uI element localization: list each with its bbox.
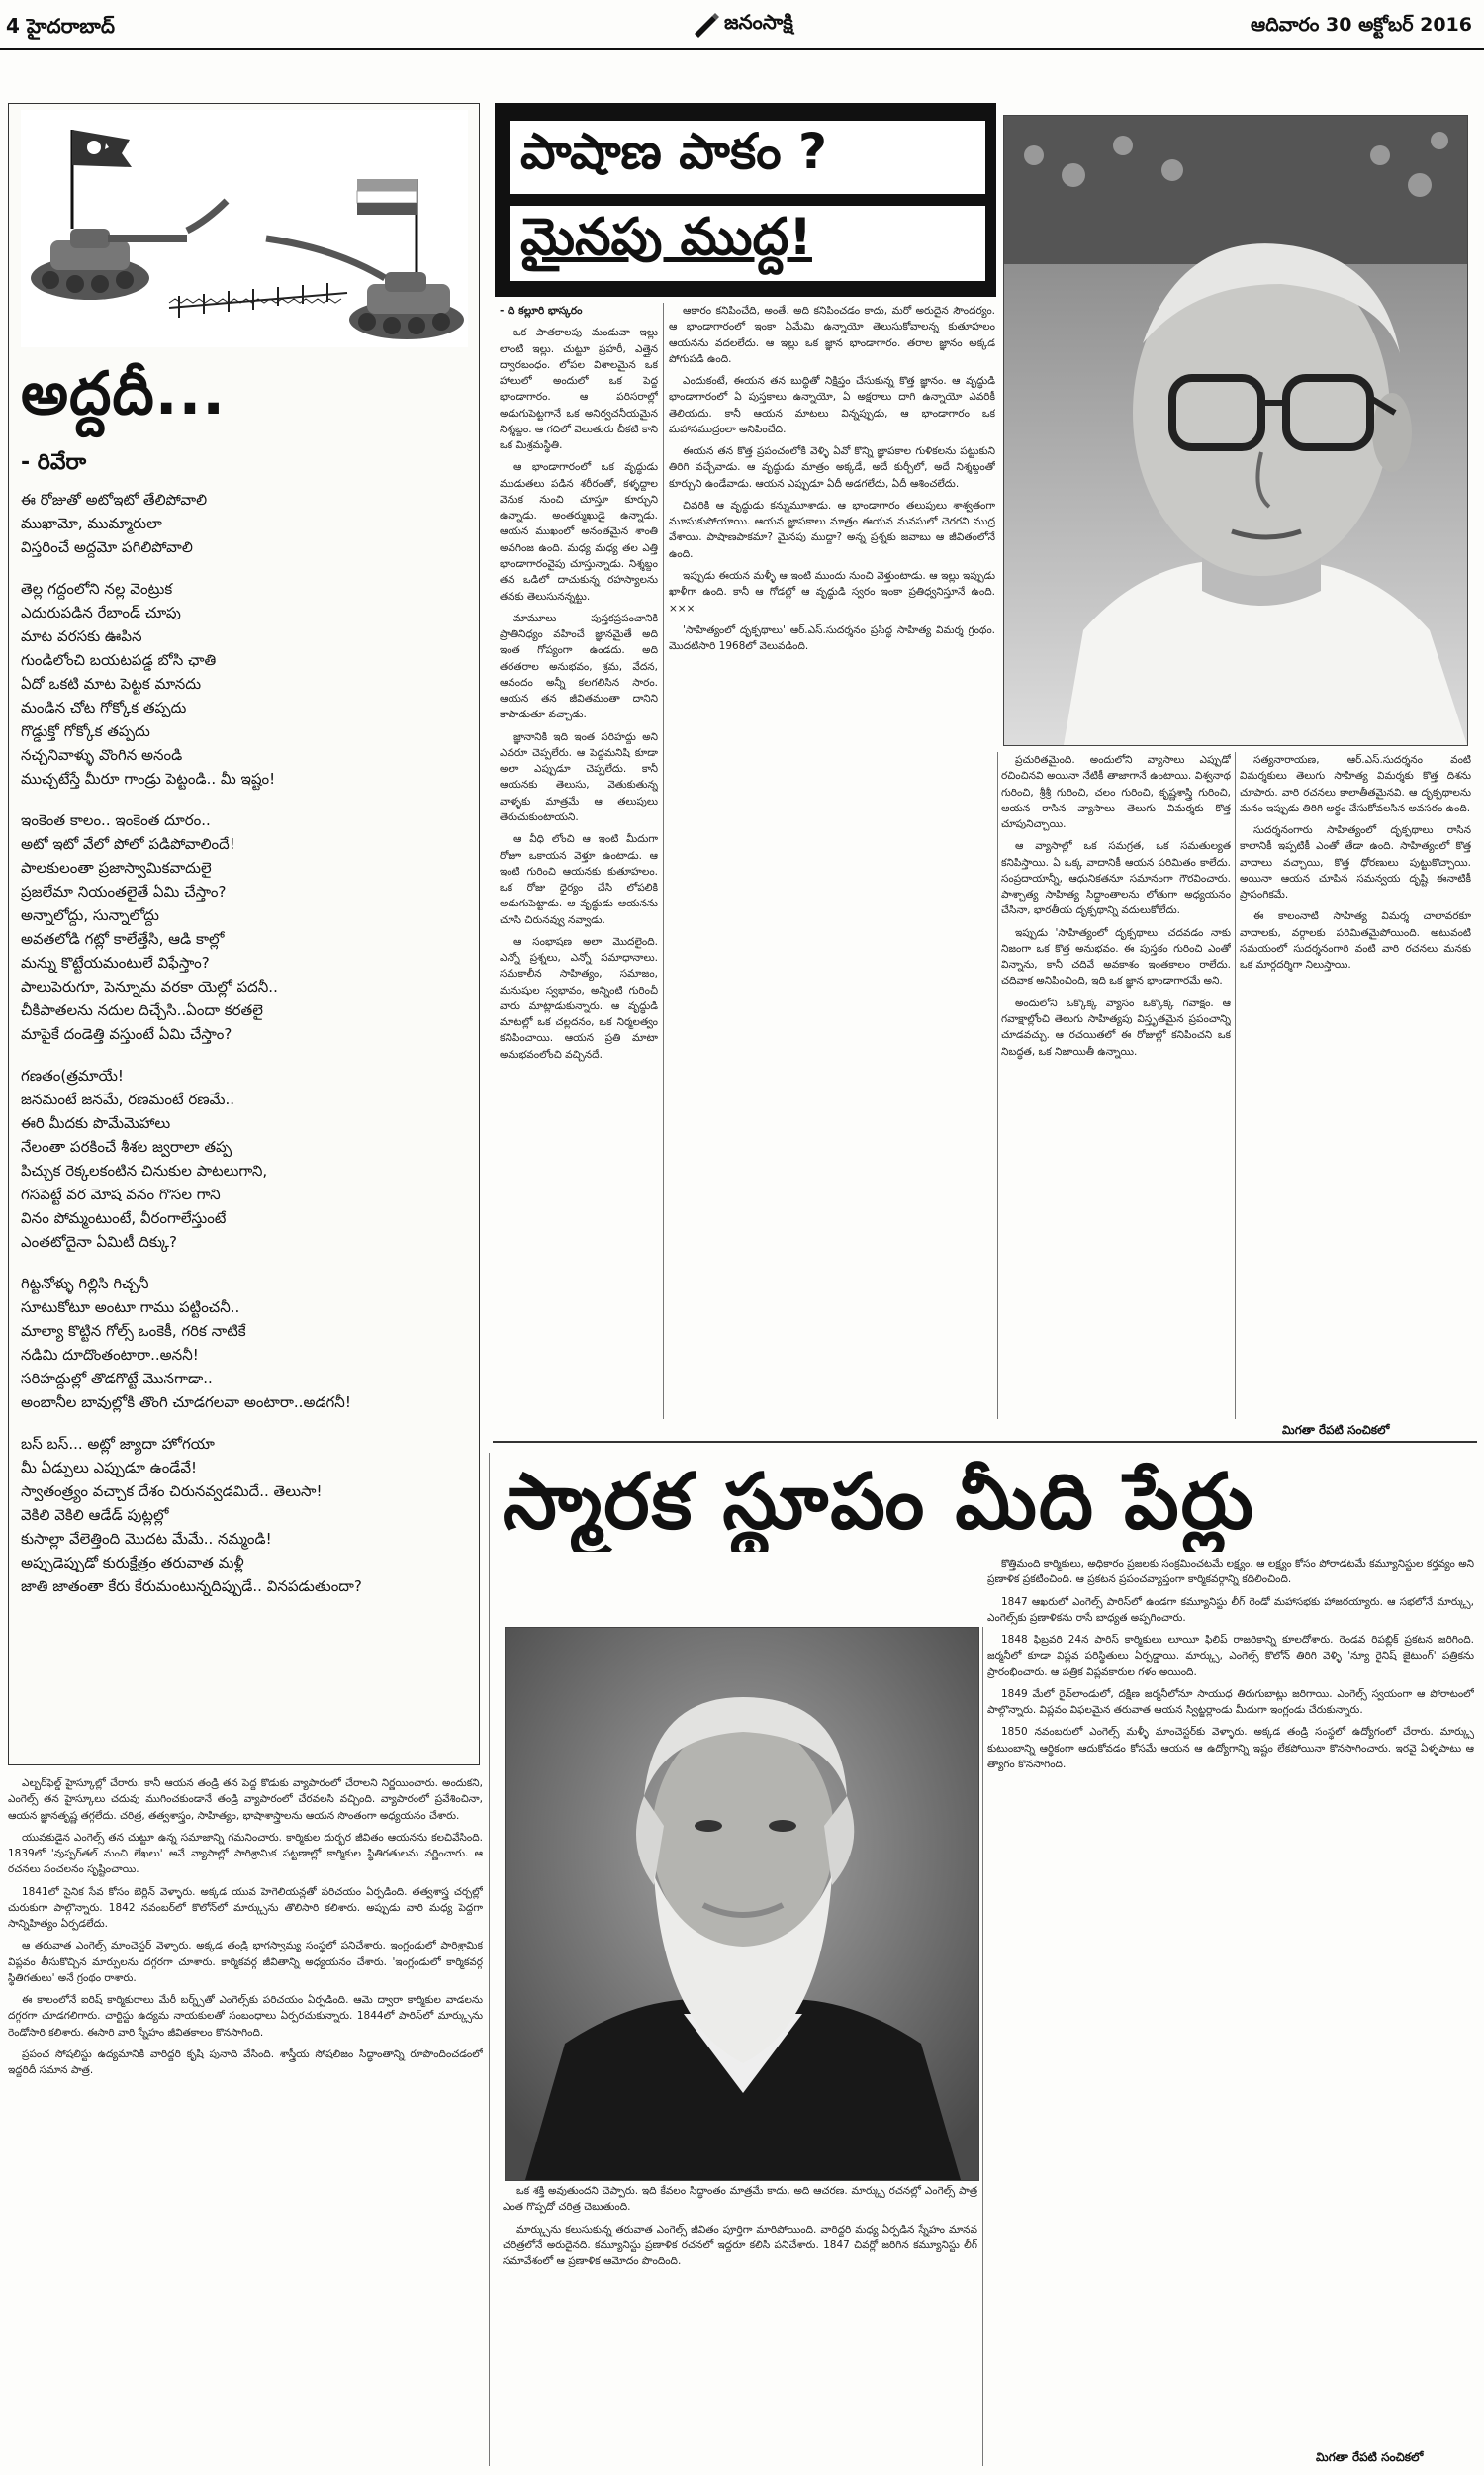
feature-headline-line1: పాషాణ పాకం ? [510,121,985,194]
article-paragraph: ఆ భాండాగారంలో ఒక వృద్ధుడు ముడుతలు పడిన శరీరంతో, కళ్ళద్దాల వెనుక నుంచి చూస్తూ కూర్చుని ఉన్నాడు. అంతర్ముఖుడై ఉన్నాడు. ఆయన ముఖంలో అనంతమైన శాంతి అవగింజ ఉంది. మధ్య మధ్య తల ఎత్తి భాండాగారంవైపు చూస్తున్నాడు. నిశ్శబ్దం తన ఒడిలో దాచుకున్న రహస్యాలను తనకు తెలుసునన్నట్టు. [500,461,658,603]
poem-line: ఈరి మీదకు పొమేమెహాలు [21,1114,171,1132]
poem-line: నేలంతా పరకించే శీశల జ్వరాలా తప్ప [21,1138,232,1156]
poem-stanza [21,1432,466,1598]
article-paragraph: 1848 ఫిబ్రవరి 24న పారిస్ కార్మికులు లూయీ ఫిలిప్ రాజరికాన్ని కూలదోశారు. రెండవ రిపబ్లిక్ ప్రకటన జరిగింది. జర్మనీలో కూడా విప్లవ పరిస్థితులు ఏర్పడ్డాయి. మార్క్సు, ఎంగెల్స్ కొలోన్ తిరిగి వెళ్ళి 'న్యూ రైనిష్ జైటుంగ్' పత్రికను ప్రారంభించారు. ఆ పత్రిక విప్లవకారుల గళం అయింది. [987,1634,1474,1678]
poem-line: ఎదురుపడిన రేబాండ్ చూపు [21,604,181,621]
poem-line: వెకిలి వెకిలి ఆడేడ్ పుట్లల్లో [21,1506,169,1524]
article-paragraph: అందులోని ఒక్కొక్క వ్యాసం ఒక్కొక్క గవాక్షం. ఆ గవాక్షాల్లోంచి తెలుగు సాహిత్యపు విస్తృతమైన ప్రపంచాన్ని చూడవచ్చు. ఆ రచయితలో ఈ రోజుల్లో కనిపించని ఒక నిబద్ధత, ఒక నిజాయితీ ఉన్నాయి. [1001,997,1231,1058]
article-paragraph: చివరికి ఆ వృద్ధుడు కన్నుమూశాడు. ఆ భాండాగారం తలుపులు శాశ్వతంగా మూసుకుపోయాయి. ఆయన జ్ఞాపకాలు మాత్రం ఈయన మనసులో చెరగని ముద్ర వేశాయి. పాషాణపాకమా? మైనపు ముద్దా? అన్న ప్రశ్నకు జవాబు ఆ జీవితంలోనే ఉంది. [669,499,995,560]
feature-column-2 [669,303,995,1419]
article-paragraph: ఆ వీధి లోంచి ఆ ఇంటి మీదుగా రోజూ ఒకాయన వెళ్తూ ఉంటాడు. ఆ ఇంటి గురించి ఆయనకు కుతూహలం. ఒక రోజు ధైర్యం చేసి లోపలికి అడుగుపెట్టాడు. ఆ వృద్ధుడు ఆయనను చూసి చిరునవ్వు నవ్వాడు. [500,833,658,926]
poem-line: నచ్చనివాళ్ళు వొంగిన అనండి [21,746,183,764]
poem-line: అంబానీల బావుల్లోకి తొంగి చూడగలవా అంటారా..అడగనీ! [21,1393,351,1411]
poem-line: మాల్యా కొట్టిన గోల్స్ ఒంకెకీ, గరిక నాటికే [21,1322,246,1340]
poem-line: గణతం(త్రమాయే! [21,1067,124,1085]
engels-headline: స్మారక స్థూపం మీది పేర్లు [503,1458,1255,1547]
poem-line: తెల్ల గద్దంలోని నల్ల వెంట్రుక [21,580,173,598]
poem-line: ప్రజలేమా నియంతలైతే ఏమి చేస్తాం? [21,883,227,901]
article-paragraph: 1849 మేలో రైన్‌లాండులో, దక్షిణ జర్మనీలోనూ సాయుధ తిరుగుబాట్లు జరిగాయి. ఎంగెల్స్ స్వయంగా ఆ పోరాటంలో పాల్గొన్నారు. విప్లవం విఫలమైన తరువాత ఆయన స్విట్జర్లాండు మీదుగా ఇంగ్లండు చేరుకున్నారు. [987,1687,1474,1717]
article-paragraph: జ్ఞానానికి ఇది ఇంత సరిహద్దు అని ఎవరూ చెప్పలేరు. ఆ పెద్దమనిషి కూడా అలా ఎప్పుడూ చెప్పలేదు. కానీ ఆయనకు తెలుసు, వెతుకుతున్న వాళ్ళకు మాత్రమే ఆ తలుపులు తెరుచుకుంటాయని. [500,730,658,823]
article-paragraph: 1847 ఆఖరులో ఎంగెల్స్ పారిస్‌లో ఉండగా కమ్యూనిస్టు లీగ్ రెండో మహాసభకు హాజరయ్యారు. ఆ సభలోనే మార్క్సు, ఎంగెల్స్‌కు ప్రణాళికను రాసే బాధ్యత అప్పగించారు. [987,1595,1474,1624]
feature-column-4 [1240,752,1471,1419]
poem-stanza [21,488,466,559]
poem-line: ముచ్చటేస్తే మీరూ గాండ్రు పెట్టండి.. మీ ఇష్టం! [21,770,276,788]
poem-line: సూటుకోటూ అంటూ గాము పట్టించనీ.. [21,1298,240,1316]
poem-line: ఎంతటోదైనా ఏమిటీ దిక్కు? [21,1233,177,1251]
poem-line: మన్ను కొట్టేయమంటులే విఫేస్తాం? [21,954,210,972]
poem-body [21,488,466,1755]
poem-line: జనమంటే జనమే, రణమంటే రణమే.. [21,1091,235,1108]
article-paragraph: ఇప్పుడు ఈయన మళ్ళీ ఆ ఇంటి ముందు నుంచి వెళ్తుంటాడు. ఆ ఇల్లు ఇప్పుడు ఖాళీగా ఉంది. కానీ ఆ గోడల్లో ఆ వృద్ధుడి స్వరం ఇంకా ప్రతిధ్వనిస్తూనే ఉంది. ××× [669,569,995,615]
poem-stanza [21,1272,466,1414]
article-paragraph: సుదర్శనంగారు సాహిత్యంలో దృక్పథాలు రాసిన కాలానికీ ఇప్పటికీ ఎంతో తేడా ఉంది. సాహిత్యంలో కొత్త వాదాలు వచ్చాయి, కొత్త ధోరణులు పుట్టుకొచ్చాయి. అయినా ఆయన చూపిన సమన్వయ దృష్టి ఈనాటికీ ప్రాసంగికమే. [1240,824,1471,902]
page-label: 4 హైదరాబాద్ [6,14,115,38]
poem-line: బస్ బస్... అట్లో జ్యాదా హోగయా [21,1435,215,1453]
feature-col-divider-1 [663,303,664,1419]
article-paragraph: ఆ తరువాత ఎంగెల్స్ మాంచెస్టర్ వెళ్ళారు. అక్కడ తండ్రి భాగస్వామ్య సంస్థలో పనిచేశారు. ఇంగ్లండులో పారిశ్రామిక విప్లవం తీసుకొచ్చిన మార్పులను దగ్గరగా చూశారు. కార్మికవర్గ జీవితాన్ని అధ్యయనం చేశారు. 'ఇంగ్లండులో కార్మికవర్గ స్థితిగతులు' అనే గ్రంథం రాశారు. [8,1940,483,1984]
poem-line: గొడ్డుక్తో గోక్కోక తప్పదు [21,722,150,740]
issue-date: ఆదివారం 30 అక్టోబర్ 2016 [1251,14,1472,36]
article-paragraph: ఆ సంభాషణ అలా మొదలైంది. ఎన్నో ప్రశ్నలు, ఎన్నో సమాధానాలు. సమకాలీన సాహిత్యం, సమాజం, మనుషుల స్వభావం, అన్నింటి గురించీ వారు మాట్లాడుకున్నారు. ఆ వృద్ధుడి మాటల్లో ఒక చల్లదనం, ఒక నిర్మలత్వం కనిపించాయి. ఆయన ప్రతి మాటా అనుభవంలోంచి వచ్చినదే. [500,935,658,1061]
poem-line: విస్తరించే అద్దమో పగిలిపోవాలి [21,538,193,556]
poem-stanza [21,1064,466,1254]
article-paragraph: ఇప్పుడు 'సాహిత్యంలో దృక్పథాలు' చదవడం నాకు నిజంగా ఒక కొత్త అనుభవం. ఈ పుస్తకం గురించి ఎంతో విన్నాను, కానీ చదివే అవకాశం ఇంతకాలం రాలేదు. చదివాక అనిపించింది, ఇది ఒక జ్ఞాన భాండాగారమే అని. [1001,926,1231,988]
poem-line: మాపైకే దండెత్తి వస్తుంటే ఏమి చేస్తాం? [21,1025,232,1043]
engels-portrait-photo [505,1627,979,2181]
article-paragraph: ఆ వ్యాసాల్లో ఒక సమగ్రత, ఒక సమతుల్యత కనిపిస్తాయి. ఏ ఒక్క వాదానికీ ఆయన పరిమితం కాలేదు. సంప్రదాయాన్నీ, ఆధునికతనూ సమానంగా గౌరవించారు. పాశ్చాత్య సాహిత్య సిద్ధాంతాలను లోతుగా అధ్యయనం చేసినా, భారతీయ దృక్పథాన్ని వదులుకోలేదు. [1001,840,1231,917]
article-paragraph: ఎల్బర్‌ఫెల్డ్ హైస్కూల్లో చేరారు. కానీ ఆయన తండ్రి తన పెద్ద కొడుకు వ్యాపారంలో చేరాలని నిర్ణయించారు. అందుకని, ఎంగెల్స్ తన హైస్కూలు చదువు ముగించకుండానే తండ్రి వ్యాపారంలో చేరవలసి వచ్చింది. వ్యాపారంలో ప్రవేశించినా, ఆయన జ్ఞానతృష్ణ తగ్గలేదు. చరిత్ర, తత్వశాస్త్రం, సాహిత్యం, భాషాశాస్త్రాలను ఆయన సొంతంగా అధ్యయనం చేశారు. [8,1777,483,1822]
feature-column-1 [500,303,658,1419]
poem-line: ఏదో ఒకటి మాట పెట్టక మానదు [21,675,202,693]
pen-icon [693,12,720,38]
poem-line: గుండిలోంచి బయటపడ్డ బోసి ఛాతి [21,651,217,669]
poem-line: ఇంకెంత కాలం.. ఇంకెంత దూరం.. [21,811,211,829]
critic-portrait-photo [1003,115,1468,746]
poem-line: గసపెట్టే వర మోష వనం గొసల గాని [21,1186,221,1203]
masthead-rule [0,48,1484,50]
article-paragraph: యువకుడైన ఎంగెల్స్ తన చుట్టూ ఉన్న సమాజాన్ని గమనించారు. కార్మికుల దుర్భర జీవితం ఆయనను కలచివేసింది. 1839లో 'వుప్పర్‌తల్ నుంచి లేఖలు' అనే వ్యాసాల్లో పారిశ్రామిక పట్టణాల్లో కార్మికుల స్థితిగతులను వర్ణించారు. ఆ రచనలు సంచలనం సృష్టించాయి. [8,1831,483,1876]
article-paragraph: ప్రపంచ సోషలిస్టు ఉద్యమానికి వారిద్దరి కృషి పునాది వేసింది. శాస్త్రీయ సోషలిజం సిద్ధాంతాన్ని రూపొందించడంలో ఇద్దరిదీ సమాన పాత్ర. [8,2047,483,2077]
poem-line: అన్నాలోద్దు, సున్నాలోద్దు [21,906,159,924]
poem-line: పిచ్చుక రెక్కలకంటిన చినుకుల పాటలుగాని, [21,1162,268,1180]
paper-logo [693,10,793,39]
feature-headline-line2: మైనపు ముద్ద! [510,206,985,281]
feature-headline-box [495,103,996,297]
section-divider [493,1441,1477,1443]
poem-line: మండిన చోట గోక్కోక తప్పదు [21,699,187,716]
poem-line: నడిమి దూదొంతంటారా..అననీ! [21,1346,199,1364]
feature-continued-label: మిగతా రేపటి సంచికలో [1282,1423,1390,1437]
poem-title: అద్దదీ... [21,359,227,428]
engels-continued-label: మిగతా రేపటి సంచికలో [1316,2450,1424,2464]
article-paragraph: ప్రచురితమైంది. అందులోని వ్యాసాలు ఎప్పుడో రచించినవి అయినా నేటికీ తాజాగానే ఉంటాయి. విశ్వనాథ గురించి, శ్రీశ్రీ గురించి, చలం గురించి, కృష్ణశాస్త్రి గురించి, ఆయన రాసిన వ్యాసాలు తెలుగు విమర్శకు కొత్త చూపునిచ్చాయి. [1001,754,1231,831]
poem-line: మాట వరసకు ఊపిన [21,627,142,645]
feature-col-divider-2 [997,752,998,1419]
engels-col-divider-right [982,1627,983,2466]
article-paragraph: 1841లో సైనిక సేవ కోసం బెర్లిన్ వెళ్ళారు. అక్కడ యువ హెగెలియన్లతో పరిచయం ఏర్పడింది. తత్వశాస్త్ర చర్చల్లో చురుకుగా పాల్గొన్నారు. 1842 నవంబర్‌లో కొలోన్‌లో మార్క్సును తొలిసారి కలిశారు. అప్పుడు వారి మధ్య పెద్దగా సాన్నిహిత్యం ఏర్పడలేదు. [8,1885,483,1931]
article-paragraph: మామూలు పుస్తకప్రపంచానికి ప్రాతినిధ్యం వహించే జ్ఞానమైతే అది ఇంత గోప్యంగా ఉండదు. అది తరతరాల అనుభవం, శ్రమ, వేదన, ఆనందం అన్నీ కలగలిసిన సారం. ఆయన తన జీవితమంతా దానిని కాపాడుతూ వచ్చాడు. [500,612,658,721]
poem-line: జాతి జాతంతా కేరు కేరుమంటున్నదిప్పుడే.. వినపడుతుందా? [21,1577,362,1595]
poem-line: అప్పుడెప్పుడో కురుక్షేత్రం తరువాత మళ్లీ [21,1554,244,1571]
article-paragraph: ఈయన తన కొత్త ప్రపంచంలోకి వెళ్ళి ఏవో కొన్ని జ్ఞాపకాల గుళికలను పట్టుకుని తిరిగి వచ్చేవాడు. ఆ వృద్ధుడు మాత్రం అక్కడే, అదే కుర్చీలో, అదే నిశ్శబ్దంతో కూర్చుని ఉండేవాడు. ఆయన ఎప్పుడూ ఏదీ అడగలేదు, ఏదీ ఆశించలేదు. [669,445,995,490]
feature-col-divider-3 [1235,752,1236,1419]
engels-right-article [987,1556,1474,2446]
poem-line: అటో ఇటో వేలో పోలో పడిపోవాలిందే! [21,835,235,853]
cartoon [21,110,468,347]
engels-caption-column [503,2183,977,2466]
feature-byline: - ది కల్లూరి భాస్కరం [500,305,583,317]
paper-name: జనంసాక్షి [724,10,793,34]
article-paragraph: ఒక పాతకాలపు మండువా ఇల్లు లాంటి ఇల్లు. చుట్టూ ప్రహరీ, ఎత్తైన ద్వారబంధం. లోపల విశాలమైన ఒక హాలులో అందులో ఒక పెద్ద భాండాగారం. ఆ పరిసరాల్లో అడుగుపెట్టగానే ఒక అనిర్వచనీయమైన నిశ్శబ్దం. ఆ గదిలో వెలుతురు చీకటి కాని ఒక మిశ్రమస్థితి. [500,327,658,452]
engels-col-divider-left [489,1453,490,2466]
article-paragraph: కొత్తిమంది కార్మికులు, అధికారం ప్రజలకు సంక్రమించటమే లక్ష్యం. ఆ లక్ష్యం కోసం పోరాడటమే కమ్యూనిస్టుల కర్తవ్యం అని ప్రణాళిక ప్రకటించింది. ఆ ప్రకటన ప్రపంచవ్యాప్తంగా కార్మికవర్గాన్ని కదిలించింది. [987,1558,1474,1586]
article-paragraph: 'సాహిత్యంలో దృక్పథాలు' ఆర్.ఎస్.సుదర్శనం ప్రసిద్ధ సాహిత్య విమర్శ గ్రంథం. మొదటిసారి 1968లో వెలువడింది. [669,623,995,653]
poem-line: మీ ఏడ్పులు ఎప్పుడూ ఉండేవే! [21,1459,198,1476]
poem-line: ఈ రోజుతో అటోఇటో తేలిపోవాలి [21,491,208,509]
poem-line: చీకిపాతలను నదుల దిచ్చేసి..ఏందా కరతలై [21,1001,263,1019]
article-paragraph: ఈ కాలంనాటి సాహిత్య విమర్శ చాలావరకూ వాదాలకు, వర్గాలకు పరిమితమైపోయింది. అటువంటి సమయంలో సుదర్శనంగారి వంటి వారి రచనలు మనకు ఒక మార్గదర్శిగా నిలుస్తాయి. [1240,910,1471,972]
poem-line: పాలకులంతా ప్రజాస్వామికవాదులై [21,859,212,877]
article-paragraph: మార్క్సును కలుసుకున్న తరువాత ఎంగెల్స్ జీవితం పూర్తిగా మారిపోయింది. వారిద్దరి మధ్య ఏర్పడిన స్నేహం మానవ చరిత్రలోనే అరుదైనది. కమ్యూనిస్టు ప్రణాళిక రచనలో ఇద్దరూ కలిసి పనిచేశారు. 1847 చివర్లో జరిగిన కమ్యూనిస్టు లీగ్ సమావేశంలో ఆ ప్రణాళిక ఆమోదం పొందింది. [503,2223,977,2268]
poem-stanza [21,577,466,791]
poem-line: గిట్టనోళ్ళు గిల్లిసి గిచ్చనీ [21,1275,149,1292]
engels-left-article [8,1775,483,2466]
article-paragraph: సత్యనారాయణ, ఆర్.ఎస్.సుదర్శనం వంటి విమర్శకులు తెలుగు సాహిత్య విమర్శకు కొత్త దిశను చూపారు. వారి రచనలు కాలాతీతమైనవి. ఆ దృక్పథాలను మనం ఇప్పుడు తిరిగి అర్థం చేసుకోవలసిన అవసరం ఉంది. [1240,754,1471,814]
article-paragraph: ఆకారం కనిపించేది, అంతే. అది కనిపించడం కాదు, మరో అరుదైన సౌందర్యం. ఆ భాండాగారంలో ఇంకా ఏమేమి ఉన్నాయో తెలుసుకోవాలన్న కుతూహలం ఆయనను వదలలేదు. ఆ ఇల్లు ఒక జ్ఞాన భాండాగారం. తరాల జ్ఞానం అక్కడ పోగుపడి ఉంది. [669,305,995,365]
poem-line: అవతలోడి గట్లో కాలేత్తేసి, ఆడి కాల్లో [21,930,225,948]
poem-line: స్వాతంత్ర్యం వచ్చాక దేశం చిరునవ్వడమిదే.. తెలుసా! [21,1482,323,1500]
article-paragraph: ఒక శక్తి అవుతుందని చెప్పారు. ఇది కేవలం సిద్ధాంతం మాత్రమే కాదు, అది ఆచరణ. మార్క్సు రచనల్లో ఎంగెల్స్ పాత్ర ఎంత గొప్పదో చరిత్ర చెబుతుంది. [503,2185,977,2214]
poem-stanza [21,809,466,1046]
poem-line: వినం పోమ్మంటుంటే, వీరంగాలేస్తుంటే [21,1209,227,1227]
poem-author: - రివేరా [21,450,87,475]
article-paragraph: ఎందుకంటే, ఈయన తన బుద్ధితో నిక్షిప్తం చేసుకున్న కొత్త జ్ఞానం. ఆ వృద్ధుడి భాండాగారంలో ఏ పుస్తకాలు ఉన్నాయో, ఏ అక్షరాలు దాగి ఉన్నాయో ఎవరికీ తెలియదు. కానీ ఆయన మాటలు విన్నప్పుడు, ఆ భాండాగారం ఒక మహాసముద్రంలా అనిపించేది. [669,375,995,435]
poem-line: ముఖామో, ముమ్మారులా [21,515,162,532]
article-paragraph: 1850 నవంబరులో ఎంగెల్స్ మళ్ళీ మాంచెస్టర్‌కు వెళ్ళారు. అక్కడ తండ్రి సంస్థలో ఉద్యోగంలో చేరారు. మార్క్సు కుటుంబాన్ని ఆర్థికంగా ఆదుకోవడం కోసమే ఆయన ఆ ఉద్యోగాన్ని ఇష్టం లేకపోయినా కొనసాగించారు. ఇరవై ఏళ్ళపాటు ఆ త్యాగం కొనసాగింది. [987,1726,1474,1770]
poem-line: కుసాల్లా వేలెత్తింది మొదట మేమే.. నమ్మండి! [21,1530,272,1548]
poem-line: పాలుపెరుగూ, పెన్నూమ వరకా యెల్లో పదనీ.. [21,978,278,996]
article-paragraph: ఈ కాలంలోనే ఐరిష్ కార్మికురాలు మేరీ బర్న్స్‌తో ఎంగెల్స్‌కు పరిచయం ఏర్పడింది. ఆమె ద్వారా కార్మికుల వాడలను దగ్గరగా చూడగలిగారు. చార్టిస్టు ఉద్యమ నాయకులతో సంబంధాలు ఏర్పరచుకున్నారు. 1844లో పారిస్‌లో మార్క్సును రెండోసారి కలిశారు. ఈసారి వారి స్నేహం జీవితకాలం కొనసాగింది. [8,1994,483,2039]
poem-line: సరిహద్దుల్లో తొడగొట్టే మొనగాడా.. [21,1370,213,1387]
poem-box [8,103,480,1765]
masthead [0,0,1484,55]
feature-column-3 [1001,752,1231,1419]
